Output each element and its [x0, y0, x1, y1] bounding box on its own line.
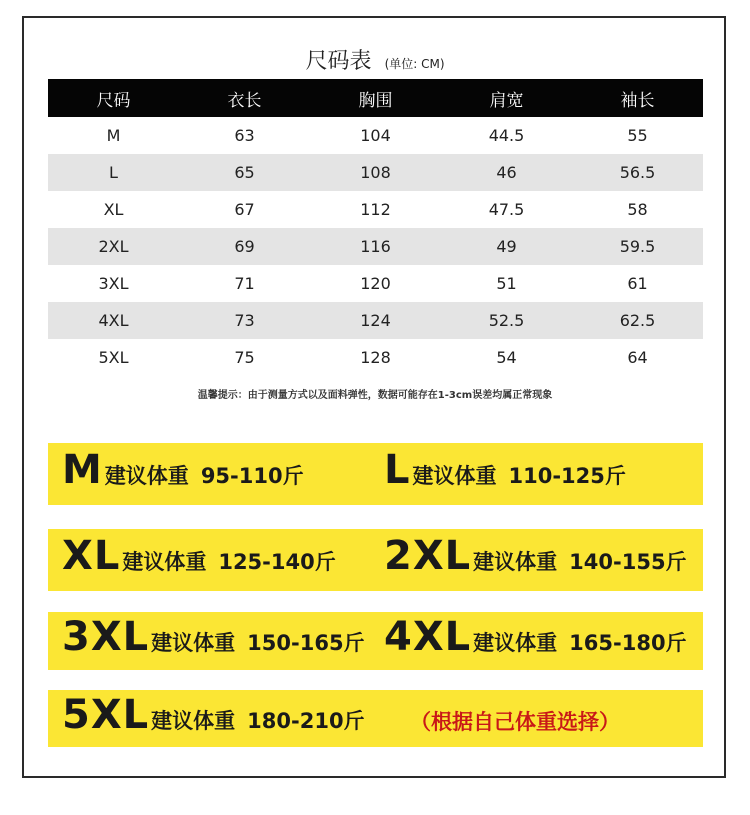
table-cell: 69 [179, 228, 310, 265]
table-cell: 56.5 [572, 154, 703, 191]
table-cell: 128 [360, 348, 391, 367]
weight-entry-4xl [384, 614, 687, 660]
table-cell: 63 [234, 126, 255, 145]
table-cell: 73 [179, 302, 310, 339]
column-header: 胸围 [310, 79, 441, 117]
table-cell: 49 [441, 228, 572, 265]
column-header: 肩宽 [441, 79, 572, 117]
measurement-note: 温馨提示：由于测量方式以及面料弹性，数据可能存在1-3cm误差均属正常现象 [197, 390, 553, 401]
weight-label: 建议体重 [473, 631, 558, 655]
table-cell: L [48, 154, 179, 191]
weight-range: 150-165斤 [247, 631, 365, 655]
weight-entry-l [384, 447, 626, 493]
weight-label: 建议体重 [412, 464, 497, 488]
table-row [48, 191, 703, 228]
column-header: 衣长 [179, 79, 310, 117]
table-row [48, 265, 703, 302]
table-cell: 67 [234, 200, 255, 219]
weight-entry-5xl [62, 692, 365, 738]
weight-range: 95-110斤 [200, 464, 304, 488]
weight-label: 建议体重 [151, 709, 236, 733]
weight-range: 140-155斤 [569, 550, 687, 574]
table-header-row [48, 79, 703, 117]
table-cell: XL [103, 200, 124, 219]
weight-label: 建议体重 [104, 464, 189, 488]
column-header: 袖长 [572, 79, 703, 117]
weight-range: 165-180斤 [569, 631, 687, 655]
weight-size: 3XL [62, 614, 150, 660]
weight-size: 5XL [62, 692, 150, 738]
table-cell: 59.5 [572, 228, 703, 265]
weight-hint: （根据自己体重选择） [410, 710, 620, 734]
table-cell: 4XL [48, 302, 179, 339]
table-cell: 54 [496, 348, 517, 367]
weight-range: 125-140斤 [218, 550, 336, 574]
table-cell: 71 [234, 274, 255, 293]
table-cell: 51 [496, 274, 517, 293]
table-cell: 116 [310, 228, 441, 265]
weight-range: 180-210斤 [247, 709, 365, 733]
weight-label: 建议体重 [151, 631, 236, 655]
table-cell: 61 [627, 274, 648, 293]
table-cell: 46 [441, 154, 572, 191]
table-cell: 65 [179, 154, 310, 191]
table-row [48, 154, 703, 191]
weight-label: 建议体重 [122, 550, 207, 574]
table-row [48, 339, 703, 376]
table-cell: 52.5 [441, 302, 572, 339]
table-cell: 3XL [98, 274, 129, 293]
table-cell: 112 [360, 200, 391, 219]
table-cell: 124 [310, 302, 441, 339]
table-cell: 58 [627, 200, 648, 219]
column-header: 尺码 [48, 79, 179, 117]
weight-label: 建议体重 [473, 550, 558, 574]
weight-entry-xl [62, 533, 336, 579]
weight-size: M [62, 447, 103, 493]
table-cell: 104 [360, 126, 391, 145]
table-cell: 55 [627, 126, 648, 145]
table-row [48, 302, 703, 339]
table-cell: 5XL [98, 348, 129, 367]
weight-entry-3xl [62, 614, 365, 660]
table-cell: 2XL [48, 228, 179, 265]
table-cell: 108 [310, 154, 441, 191]
weight-size: L [384, 447, 411, 493]
title-row [0, 44, 750, 75]
table-cell: 120 [360, 274, 391, 293]
table-cell: M [106, 126, 121, 145]
table-cell: 47.5 [488, 200, 525, 219]
weight-range: 110-125斤 [508, 464, 626, 488]
table-cell: 44.5 [488, 126, 525, 145]
table-row [48, 228, 703, 265]
weight-size: 2XL [384, 533, 472, 579]
table-row [48, 117, 703, 154]
chart-title: 尺码表 [305, 49, 372, 74]
table-cell: 64 [627, 348, 648, 367]
size-table [48, 79, 703, 376]
weight-size: XL [62, 533, 121, 579]
weight-entry-2xl [384, 533, 687, 579]
table-cell: 62.5 [572, 302, 703, 339]
weight-entry-m [62, 447, 304, 493]
table-cell: 75 [234, 348, 255, 367]
unit-label: (单位: CM) [384, 57, 445, 71]
weight-size: 4XL [384, 614, 472, 660]
